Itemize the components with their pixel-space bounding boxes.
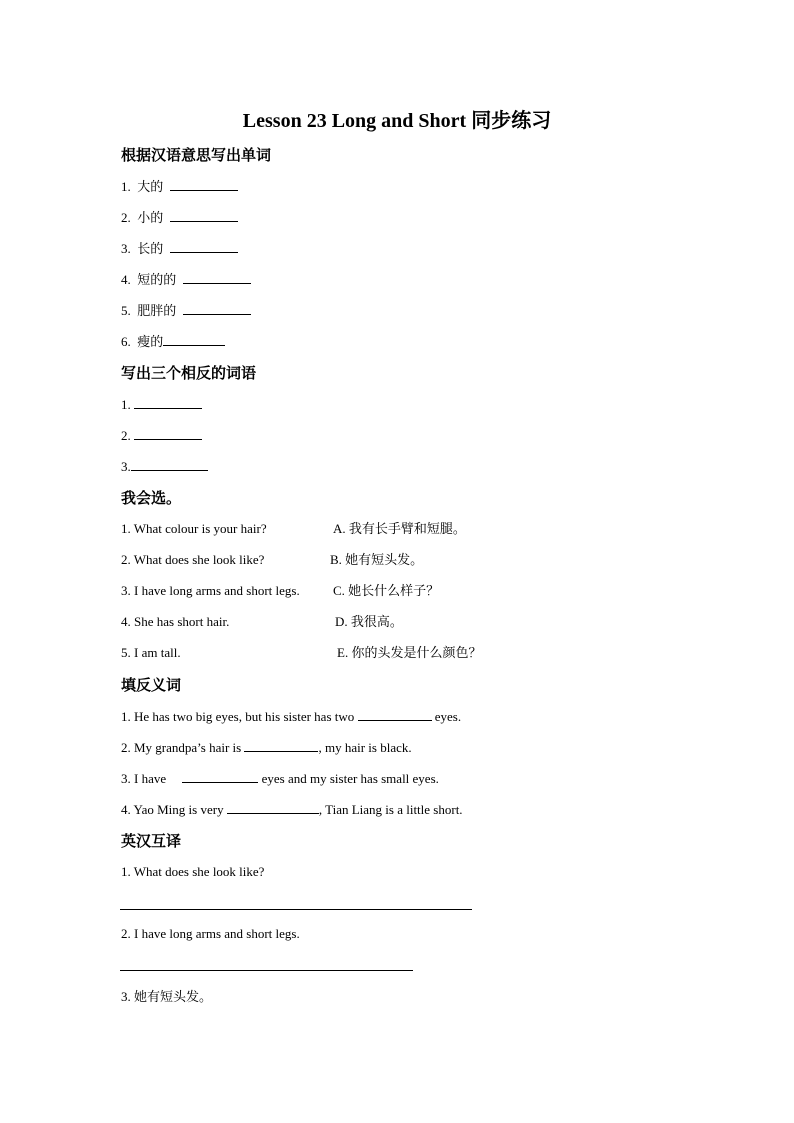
sentence-start: 3. I have xyxy=(121,771,167,786)
answer-blank[interactable] xyxy=(134,395,202,409)
item-number: 3. xyxy=(121,241,131,256)
item-number: 1. xyxy=(121,397,131,412)
sentence-start: 2. My grandpa’s hair is xyxy=(121,740,242,755)
sentence-end: eyes and my sister has small eyes. xyxy=(261,771,439,786)
matching-question: 2. What does she look like? xyxy=(121,552,265,567)
answer-blank[interactable] xyxy=(183,270,251,284)
matching-option: C. 她长什么样子？ xyxy=(333,583,440,598)
section-heading-translate-words: 根据汉语意思写出单词 xyxy=(121,148,272,164)
item-text: 肥胖的 xyxy=(137,303,177,318)
translation-item: 1. What does she look like? xyxy=(121,864,265,879)
sentence-end: , Tian Liang is a little short. xyxy=(318,802,463,817)
exercise-item xyxy=(121,301,251,320)
fill-in-sentence xyxy=(121,738,412,757)
answer-blank[interactable] xyxy=(227,800,319,814)
answer-blank[interactable] xyxy=(163,332,225,346)
section-heading-antonyms: 填反义词 xyxy=(121,678,182,694)
item-text: 小的 xyxy=(137,210,164,225)
item-text: 长的 xyxy=(137,241,164,256)
answer-line[interactable] xyxy=(120,970,413,971)
section-heading-opposite-words: 写出三个相反的词语 xyxy=(121,366,257,382)
exercise-item xyxy=(121,395,202,414)
page-title: Lesson 23 Long and Short 同步练习 xyxy=(242,110,552,132)
answer-blank[interactable] xyxy=(134,426,202,440)
translation-item: 2. I have long arms and short legs. xyxy=(121,926,300,941)
section-heading-matching: 我会选。 xyxy=(121,491,182,507)
matching-option: A. 我有长手臂和短腿。 xyxy=(333,521,466,536)
item-text: 瘦的 xyxy=(137,334,164,349)
answer-blank[interactable] xyxy=(131,457,208,471)
fill-in-sentence xyxy=(121,769,439,788)
exercise-item xyxy=(121,270,251,289)
answer-line[interactable] xyxy=(120,909,472,910)
answer-blank[interactable] xyxy=(358,707,432,721)
exercise-item xyxy=(121,332,225,351)
answer-blank[interactable] xyxy=(183,301,251,315)
item-number: 5. xyxy=(121,303,131,318)
matching-option: D. 我很高。 xyxy=(335,614,403,629)
item-text: 短的的 xyxy=(137,272,177,287)
exercise-item xyxy=(121,239,238,258)
matching-question: 5. I am tall. xyxy=(121,645,181,660)
exercise-item xyxy=(121,457,208,476)
answer-blank[interactable] xyxy=(244,738,318,752)
section-heading-translation: 英汉互译 xyxy=(121,834,182,850)
item-number: 2. xyxy=(121,210,131,225)
exercise-item xyxy=(121,208,238,227)
fill-in-sentence xyxy=(121,707,461,726)
sentence-start: 1. He has two big eyes, but his sister has two xyxy=(121,709,355,724)
item-text: 大的 xyxy=(137,179,164,194)
item-number: 4. xyxy=(121,272,131,287)
sentence-start: 4. Yao Ming is very xyxy=(121,802,224,817)
matching-question: 3. I have long arms and short legs. xyxy=(121,583,300,598)
item-number: 6. xyxy=(121,334,131,349)
exercise-item xyxy=(121,177,238,196)
answer-blank[interactable] xyxy=(170,239,238,253)
exercise-item xyxy=(121,426,202,445)
matching-question: 4. She has short hair. xyxy=(121,614,230,629)
translation-item: 3. 她有短头发。 xyxy=(121,989,213,1004)
matching-option: E. 你的头发是什么颜色？ xyxy=(337,645,482,660)
answer-blank[interactable] xyxy=(170,177,238,191)
sentence-end: , my hair is black. xyxy=(318,740,412,755)
item-number: 1. xyxy=(121,179,131,194)
answer-blank[interactable] xyxy=(182,769,258,783)
answer-blank[interactable] xyxy=(170,208,238,222)
fill-in-sentence xyxy=(121,800,463,819)
matching-question: 1. What colour is your hair? xyxy=(121,521,267,536)
item-number: 2. xyxy=(121,428,131,443)
sentence-end: eyes. xyxy=(434,709,462,724)
item-number: 3. xyxy=(121,459,131,474)
matching-option: B. 她有短头发。 xyxy=(330,552,424,567)
